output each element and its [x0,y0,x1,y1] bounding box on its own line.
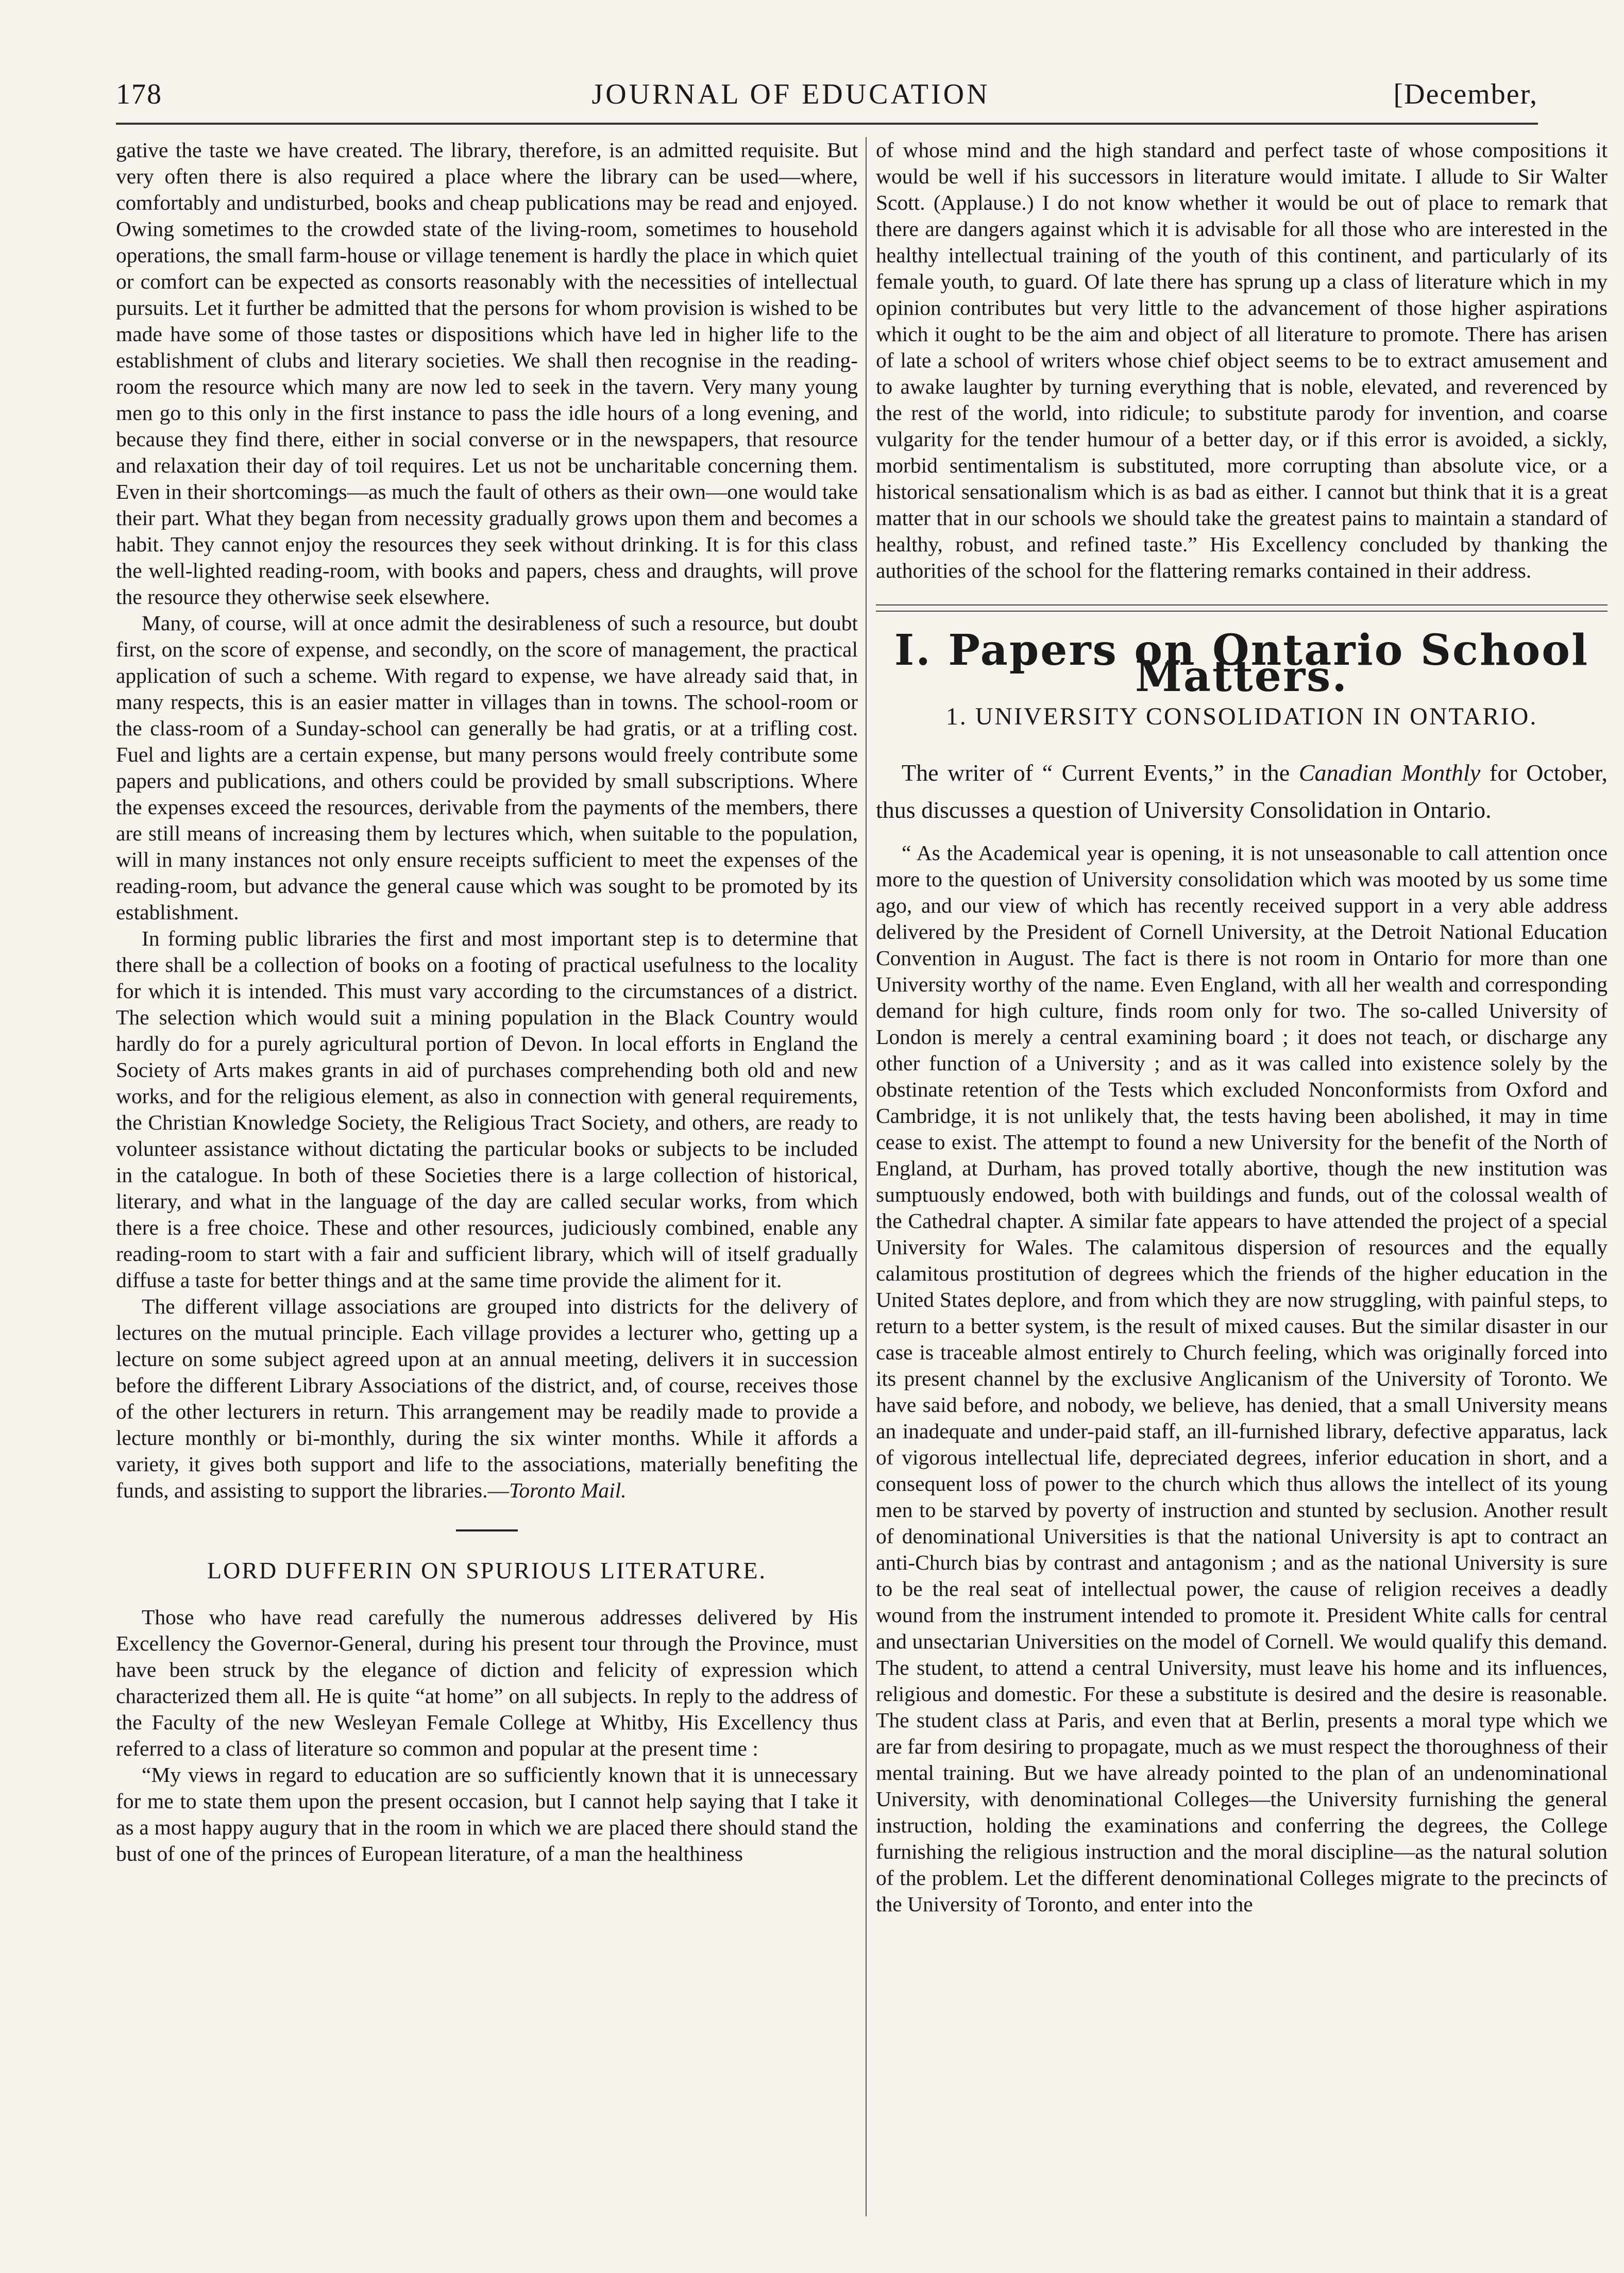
dufferin-heading: LORD DUFFERIN ON SPURIOUS LITERATURE. [207,1557,767,1584]
paragraph-text: The different village associations are grouped into districts for the delivery of lectures on the mutual principle. Each village provides a lecturer who, getting up a lecture on some subject agreed upon at an annual meeting, delivers it in succession before the different Library Associations of the district, and, of course, receives those of the other lecturers in return. This arrangement may be readily made to provide a lecture monthly or bi-monthly, during the six winter months. While it affords a variety, it gives both support and life to the associations, materially benefiting the funds, and assisting to support the libraries.— [116,1294,858,1502]
intro-text: for October, thus discusses a question of University Consolidation in Ontario. [876,760,1608,823]
paragraph: of whose mind and the high standard and perfect taste of whose compositions it would be well if his successors in literature would imitate. I allude to Sir Walter Scott. (Applause.) I do not know whether it would be out of place to remark that there are dangers against which it is advisable for all those who are interested in the healthy intellectual training of the youth of this continent, and particularly of its female youth, to guard. Of late there has sprung up a class of literature which in my opinion contributes but very little to the advancement of those higher aspirations which it ought to be the aim and object of all literature to promote. There has arisen of late a school of writers whose chief object seems to be to extract amusement and to awake laughter by turning everything that is noble, elevated, and reverenced by the rest of the world, into ridicule; to substitute parody for invention, and coarse vulgarity for the tender humour of a better day, or if this error is avoided, a sickly, morbid sentimentalism is substituted, more corrupting than absolute vice, or a historical sensationalism which is as bad as either. I cannot but think that it is a great matter that in our schools we should take the greatest pains to maintain a standard of healthy, robust, and refined taste.” His Excellency concluded by thanking the authorities of the school for the flattering remarks contained in their address. [876,138,1608,582]
header-rule [116,123,1538,125]
issue-month: [December, [1393,78,1538,110]
article-heading: 1. UNIVERSITY CONSOLIDATION IN ONTARIO. [945,703,1538,730]
source-credit: Toronto Mail. [509,1478,627,1502]
section-title: I. Papers on Ontario School Matters. [894,626,1589,701]
right-column [876,137,1608,2216]
intro-text: The writer of “ Current Events,” in the [902,760,1299,786]
paragraph: In forming public libraries the first and most important step is to determine that there shall be a collection of books on a footing of practical usefulness to the locality for which it is intended. This must vary according to the circumstances of a district. The selection which would suit a mining population in the Black Country would hardly do for a purely agricultural portion of Devon. In local efforts in England the Society of Arts makes grants in aid of purchases comprehending both old and new works, and for the religious element, as also in connection with general requirements, the Christian Knowledge Society, the Religious Tract Society, and others, are ready to volunteer assistance without dictating the particular books or subjects to be included in the catalogue. In both of these Societies there is a large collection of historical, literary, and what in the language of the day are called secular works, from which there is a free choice. These and other resources, judiciously combined, enable any reading-room to start with a fair and sufficient library, which will of itself gradually diffuse a taste for better things and at the same time provide the aliment for it. [116,927,858,1292]
paragraph: “ As the Academical year is opening, it is not unseasonable to call attention once more to the question of University consolidation which was mooted by us some time ago, and our view of which has recently received support in a very able address delivered by the President of Cornell University, at the Detroit National Education Convention in August. The fact is there is not room in Ontario for more than one University worthy of the name. Even England, with all her wealth and corresponding demand for high culture, finds room only for two. The so-called University of London is merely a central examining board ; it does not teach, or discharge any other function of a University ; and as it was called into existence solely by the obstinate retention of the Tests which excluded Nonconformists from Oxford and Cambridge, it is not unlikely that, the tests having been abolished, it may in time cease to exist. The attempt to found a new University for the benefit of the North of England, at Durham, has proved totally abortive, though the new institution was sumptuously endowed, both with buildings and funds, out of the colossal wealth of the Cathedral chapter. A similar fate appears to have attended the project of a special University for Wales. The calamitous dispersion of resources and the equally calamitous prostitution of degrees which the friends of the higher education in the United States deplore, and from which they are now struggling, with painful steps, to return to a better system, is the result of mixed causes. But the similar disaster in our case is traceable almost entirely to Church feeling, which was originally forced into its present channel by the exclusive Anglicanism of the University of Toronto. We have said before, and nobody, we believe, has denied, that a small University means an inadequate and under-paid staff, an ill-furnished library, defective apparatus, lack of vigorous intellectual life, depreciated degrees, inferior education in short, and a consequent loss of power to the church which thus allows the intellect of its young men to be starved by poverty of instruction and stunted by seclusion. Another result of denominational Universities is that the national University is apt to contract an anti-Church bias by contrast and antagonism ; and as the national University is sure to be the real seat of intellectual power, the cause of religion receives a deadly wound from the instrument intended to promote it. President White calls for central and unsectarian Universities on the model of Cornell. We would qualify this demand. The student, to attend a central University, must leave his home and its influences, religious and domestic. For these a substitute is desired and the desire is reasonable. The student class at Paris, and even that at Berlin, presents a moral type which we are far from desiring to propagate, much as we must respect the thoroughness of their mental training. But we have already pointed to the plan of an undenominational University, with denominational Colleges—the University furnishing the general instruction, holding the examinations and conferring the degrees, the College furnishing the religious instruction and the moral discipline—as the natural solution of the problem. Let the different denominational Colleges migrate to the precincts of the University of Toronto, and enter into the [876,841,1608,1916]
column-divider [866,137,867,2216]
journal-title: JOURNAL OF EDUCATION [591,78,990,110]
left-column [116,137,858,2216]
page-number: 178 [116,78,162,110]
section-ornament [456,1529,518,1531]
paragraph: gative the taste we have created. The library, therefore, is an admitted requisite. But very often there is also required a place where the library can be used—where, comfortably and undisturbed, books and cheap publications may be read and enjoyed. Owing sometimes to the crowded state of the living-room, sometimes to household operations, the small farm-house or village tenement is hardly the place in which quiet or comfort can be expected as consorts reasonably with the necessities of intellectual pursuits. Let it further be admitted that the persons for whom provision is wished to be made have some of those tastes or dispositions which have led in higher life to the establishment of clubs and literary societies. We shall then recognise in the reading-room the resource which many are now led to seek in the tavern. Very many young men go to this only in the first instance to pass the idle hours of a long evening, and because they find there, either in social converse or in the newspapers, that resource and relaxation their day of toil requires. Let us not be uncharitable concerning them. Even in their shortcomings—as much the fault of others as their own—one would take their part. What they began from necessity gradually grows upon them and becomes a habit. They cannot enjoy the resources they seek without drinking. It is for this class the well-lighted reading-room, with books and papers, chess and draughts, will prove the resource they otherwise seek elsewhere. [116,138,858,609]
section-rule [876,604,1608,612]
magazine-title: Canadian Monthly [1298,760,1481,786]
paragraph: Many, of course, will at once admit the desirableness of such a resource, but doubt first, on the score of expense, and secondly, on the score of management, the practical application of such a scheme. With regard to expense, we have already said that, in many respects, this is an easier matter in villages than in towns. The school-room or the class-room of a Sunday-school can generally be had gratis, or at a trifling cost. Fuel and lights are a certain expense, but many persons would freely contribute some papers and publications, and others could be provided by small subscriptions. Where the expenses exceed the resources, derivable from the payments of the members, there are still means of increasing them by lectures which, when suitable to the population, will in many instances not only ensure receipts sufficient to meet the expenses of the reading-room, but advance the general cause which was sought to be promoted by its establishment. [116,611,858,924]
paragraph: Those who have read carefully the numerous addresses delivered by His Excellency the Governor-General, during his present tour through the Province, must have been struck by the elegance of diction and felicity of expression which characterized them all. He is quite “at home” on all subjects. In reply to the address of the Faculty of the new Wesleyan Female College at Whitby, His Excellency thus referred to a class of literature so common and popular at the present time : [116,1605,858,1760]
paragraph: “My views in regard to education are so sufficiently known that it is unnecessary for me to state them upon the present occasion, but I cannot help saying that I take it as a most happy augury that in the room in which we are placed there should stand the bust of one of the princes of European literature, of a man the healthiness [116,1763,858,1865]
paragraph [116,1293,858,1504]
article-intro [876,754,1608,829]
page-header [116,66,1538,123]
